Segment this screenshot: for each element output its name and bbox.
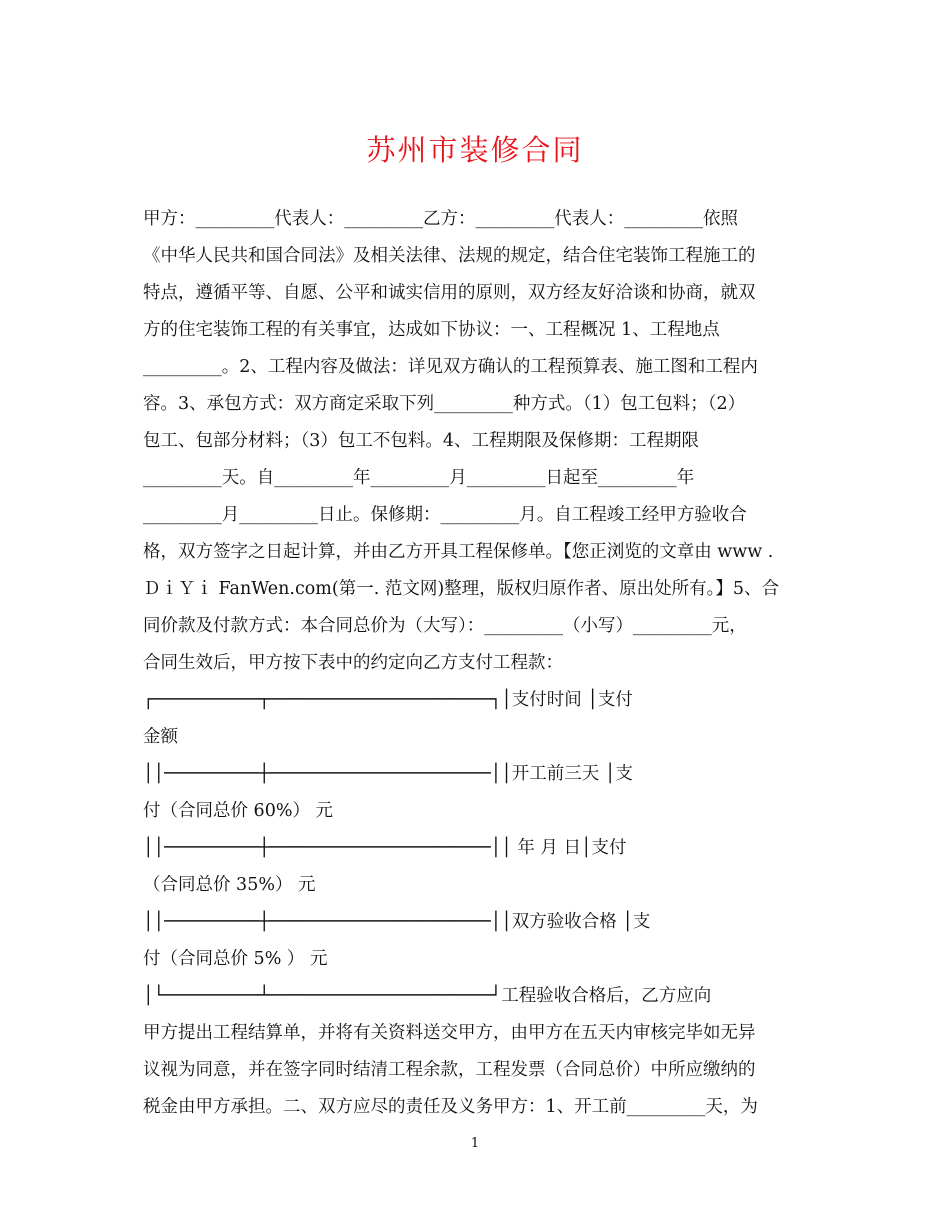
text-line: 特点，遵循平等、自愿、公平和诚实信用的原则，双方经友好洽谈和协商，就双 bbox=[143, 283, 756, 303]
text-line: _________月_________日止。保修期：_________月。自工程竣工经甲方验收合 bbox=[143, 505, 747, 525]
text-line: _________天。自_________年_________月_________日起至_________年 bbox=[143, 468, 695, 488]
payment-table-line: ││─────────┼─────────────────────││ 年 月 日│支付 bbox=[143, 838, 627, 858]
text-line: 甲方提出工程结算单，并将有关资料送交甲方，由甲方在五天内审核完毕如无异 bbox=[143, 1023, 756, 1043]
document-title: 苏州市装修合同 bbox=[366, 133, 584, 167]
payment-table-line: ││─────────┼─────────────────────││双方验收合格 │支 bbox=[143, 912, 651, 932]
payment-table-line: 付（合同总价 5% ） 元 bbox=[143, 949, 328, 969]
payment-table-line: 付（合同总价 60%） 元 bbox=[143, 801, 334, 821]
text-line: ＤｉＹｉ FanWen.com(第一. 范文网)整理，版权归原作者、原出处所有。】5、合 bbox=[143, 579, 780, 599]
payment-table-line: ┌──────────┬─────────────────────┐│支付时间 │支付 bbox=[143, 690, 633, 710]
text-line: 议视为同意，并在签字同时结清工程余款，工程发票（合同总价）中所应缴纳的 bbox=[143, 1060, 756, 1080]
payment-table-line: （合同总价 35%） 元 bbox=[143, 875, 316, 895]
text-line: 方的住宅装饰工程的有关事宜，达成如下协议：一、工程概况 1、工程地点 bbox=[143, 320, 720, 340]
payment-table-line: │└─────────┴─────────────────────┘工程验收合格后，乙方应向 bbox=[143, 986, 712, 1006]
text-line: 同价款及付款方式：本合同总价为（大写）：_________（小写）_________元， bbox=[143, 616, 747, 636]
payment-table-line: 金额 bbox=[143, 727, 178, 747]
contract-body bbox=[143, 201, 808, 1126]
text-line: 税金由甲方承担。二、双方应尽的责任及义务甲方：1、开工前_________天，为 bbox=[143, 1097, 758, 1117]
text-line: 格，双方签字之日起计算，并由乙方开具工程保修单。【您正浏览的文章由 www . bbox=[143, 542, 774, 562]
page-number: 1 bbox=[470, 1136, 480, 1151]
text-line: 包工、包部分材料；（3）包工不包料。4、工程期限及保修期：工程期限 bbox=[143, 431, 700, 451]
text-line: _________。2、工程内容及做法：详见双方确认的工程预算表、施工图和工程内 bbox=[143, 357, 758, 377]
text-line: 《中华人民共和国合同法》及相关法律、法规的规定，结合住宅装饰工程施工的 bbox=[143, 246, 756, 266]
text-line: 合同生效后，甲方按下表中的约定向乙方支付工程款： bbox=[143, 653, 563, 673]
text-line: 容。3、承包方式：双方商定采取下列_________种方式。（1）包工包料；（2） bbox=[143, 394, 746, 414]
payment-table-line: ││─────────┼─────────────────────││开工前三天 │支 bbox=[143, 764, 633, 784]
text-line: 甲方：_________代表人：_________乙方：_________代表人：_________依照 bbox=[143, 209, 738, 229]
